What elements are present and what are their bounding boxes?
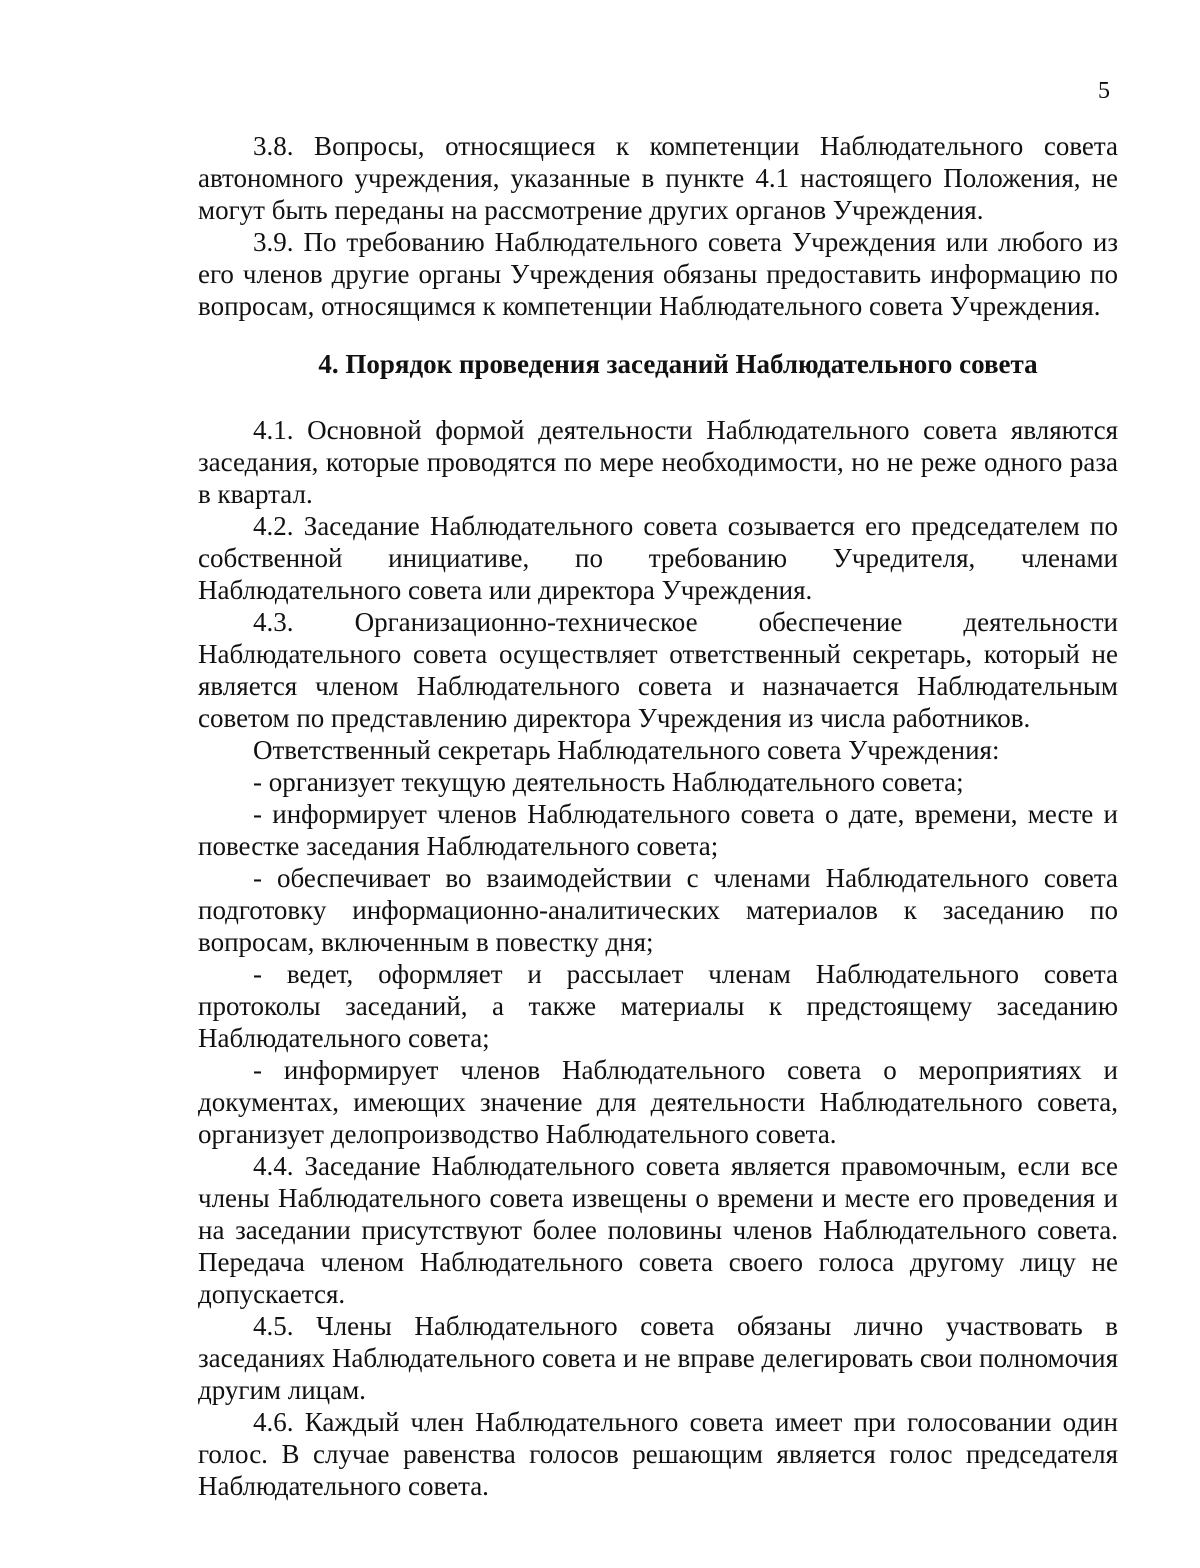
paragraph-4-1: 4.1. Основной формой деятельности Наблюдательного совета являются заседания, которые проводятся по мере необходимости, но не реже одного раза в квартал.: [198, 415, 1118, 509]
paragraph-4-5: 4.5. Члены Наблюдательного совета обязаны лично участвовать в заседаниях Наблюдательного совета и не вправе делегировать свои полномочия другим лицам.: [198, 1311, 1118, 1405]
paragraph-3-8: 3.8. Вопросы, относящиеся к компетенции Наблюдательного совета автономного учреждения, указанные в пункте 4.1 настоящего Положения, не могут быть переданы на рассмотрение других органов Учреждения.: [198, 131, 1118, 225]
paragraph-4-4: 4.4. Заседание Наблюдательного совета является правомочным, если все члены Наблюдательного совета извещены о времени и месте его проведения и на заседании присутствуют более половины членов Наблюдательного совета. Передача членом Наблюдательного совета своего голоса другому лицу не допускается.: [198, 1151, 1118, 1309]
list-item: - ведет, оформляет и рассылает членам Наблюдательного совета протоколы заседаний, а также материалы к предстоящему заседанию Наблюдательного совета;: [198, 959, 1118, 1053]
document-body: [198, 130, 1118, 1502]
page-number: 5: [1098, 78, 1110, 104]
paragraph-4-2: 4.2. Заседание Наблюдательного совета созывается его председателем по собственной инициативе, по требованию Учредителя, членами Наблюдательного совета или директора Учреждения.: [198, 511, 1118, 605]
list-item: - информирует членов Наблюдательного совета о мероприятиях и документах, имеющих значение для деятельности Наблюдательного совета, организует делопроизводство Наблюдательного совета.: [198, 1055, 1118, 1149]
section-heading: 4. Порядок проведения заседаний Наблюдательного совета: [318, 349, 1038, 379]
list-item: - информирует членов Наблюдательного совета о дате, времени, месте и повестке заседания Наблюдательного совета;: [198, 799, 1118, 861]
paragraph-4-3: 4.3. Организационно-техническое обеспечение деятельности Наблюдательного совета осуществляет ответственный секретарь, который не является членом Наблюдательного совета и назначается Наблюдательным советом по представлению директора Учреждения из числа работников.: [198, 607, 1118, 733]
paragraph-3-9: 3.9. По требованию Наблюдательного совета Учреждения или любого из его членов другие органы Учреждения обязаны предоставить информацию по вопросам, относящимся к компетенции Наблюдательного совета Учреждения.: [198, 227, 1118, 321]
list-item: - организует текущую деятельность Наблюдательного совета;: [253, 767, 964, 797]
list-item: - обеспечивает во взаимодействии с членами Наблюдательного совета подготовку информационно-аналитических материалов к заседанию по вопросам, включенным в повестку дня;: [198, 863, 1118, 957]
paragraph-4-6: 4.6. Каждый член Наблюдательного совета имеет при голосовании один голос. В случае равенства голосов решающим является голос председателя Наблюдательного совета.: [198, 1407, 1118, 1501]
secretary-intro: Ответственный секретарь Наблюдательного совета Учреждения:: [253, 735, 1000, 765]
